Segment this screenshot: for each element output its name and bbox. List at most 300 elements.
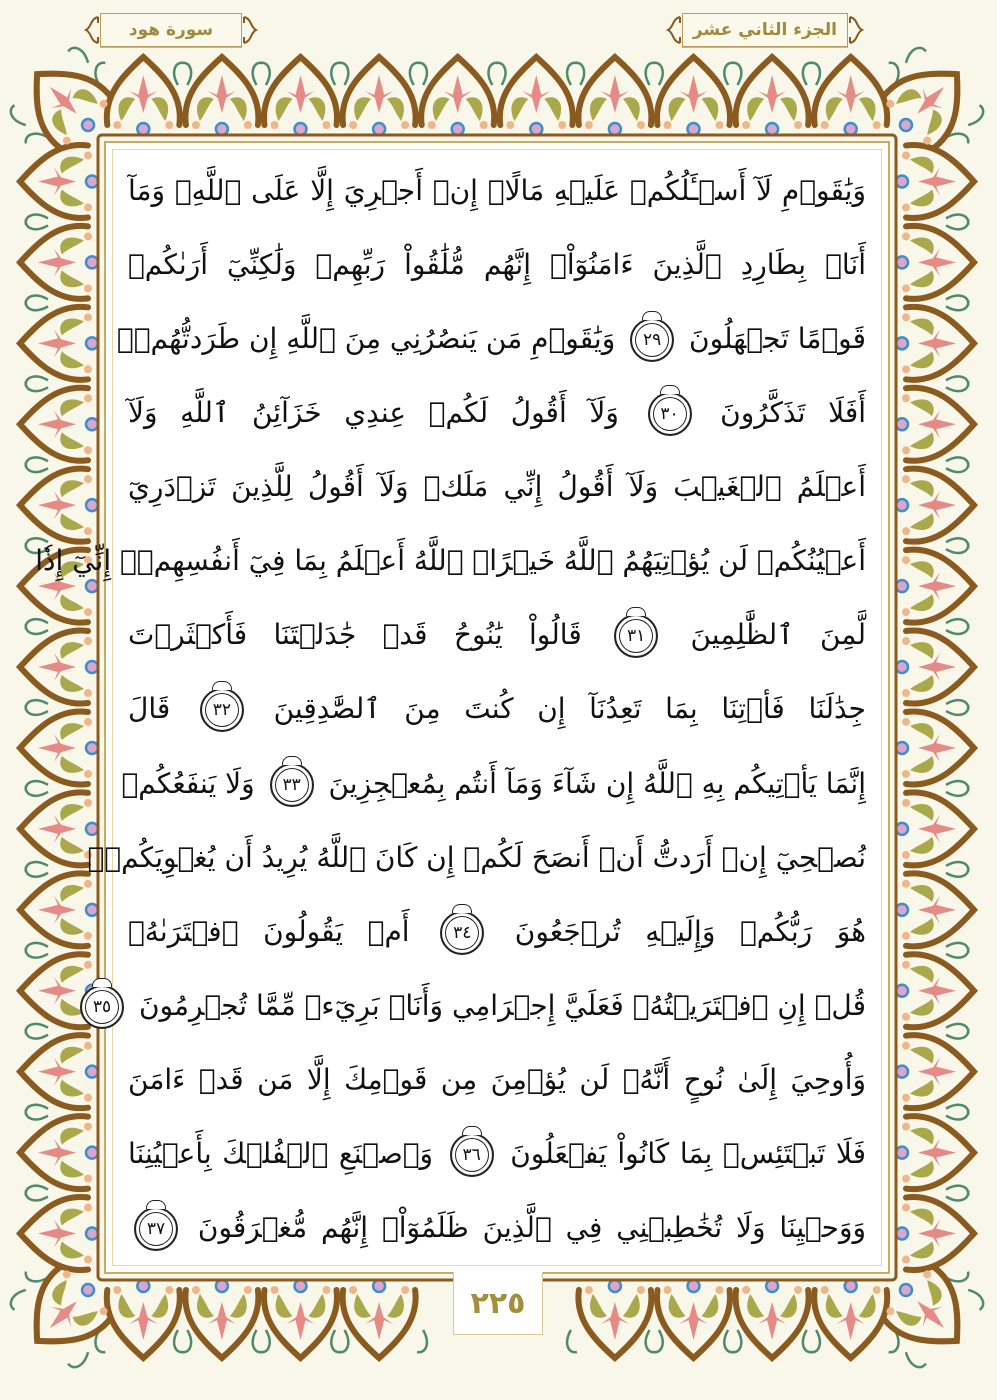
bead — [137, 1280, 149, 1292]
bud — [902, 475, 910, 483]
leaf — [60, 270, 84, 287]
bud — [84, 961, 92, 969]
leaf — [118, 1294, 135, 1318]
ayah-number-marker: ٣٣ — [270, 763, 314, 807]
text-line — [121, 750, 866, 818]
leaf — [466, 97, 483, 121]
petal — [907, 1291, 954, 1338]
bud — [821, 121, 829, 129]
bud — [902, 718, 910, 726]
leaf — [230, 1294, 247, 1318]
bead — [688, 1280, 700, 1292]
bud — [821, 1286, 829, 1294]
verse-text: وَأُوحِيَ إِلَىٰ نُوحٍ أَنَّهُۥ لَن يُؤۡمِنَ مِن قَوۡمِكَ إِلَّا مَن قَدۡ ءَامَنَ — [128, 1062, 866, 1096]
leaf — [910, 642, 934, 659]
bud — [902, 689, 910, 697]
leaf — [60, 1047, 84, 1064]
bead — [86, 337, 98, 349]
cartouche-bracket-left-icon — [666, 15, 682, 45]
leaf — [669, 97, 686, 121]
bud — [902, 961, 910, 969]
text-panel — [35, 141, 890, 1274]
border-motif — [331, 1280, 427, 1358]
bud — [480, 121, 488, 129]
leaf — [151, 1294, 168, 1318]
juz-name-cartouche — [666, 12, 864, 48]
ayah-number-marker: ٣٧ — [134, 1207, 178, 1251]
bead — [896, 823, 908, 835]
petal — [837, 75, 865, 113]
bud — [401, 1286, 409, 1294]
verse-text: وَوَحۡيِنَا وَلَا تُخَٰطِبۡنِي فِي ٱلَّذِينَ ظَلَمُوٓاْۚ إِنَّهُم مُّغۡرَقُونَ — [197, 1210, 866, 1244]
bud — [84, 718, 92, 726]
leaf — [910, 318, 934, 335]
text-line — [35, 527, 866, 595]
bud — [873, 1286, 881, 1294]
bud — [323, 1286, 331, 1294]
petal — [601, 1302, 629, 1340]
petal — [918, 977, 956, 1005]
bud — [637, 1286, 645, 1294]
bud — [84, 232, 92, 240]
bud — [902, 446, 910, 454]
leaf — [60, 1209, 84, 1226]
bead — [845, 1280, 857, 1292]
leaf — [60, 189, 84, 206]
bud — [902, 770, 910, 778]
bead — [845, 123, 857, 135]
petal — [918, 167, 956, 195]
bud — [902, 1175, 910, 1183]
cartouche-bracket-right-icon — [848, 15, 864, 45]
bud — [401, 121, 409, 129]
petal — [38, 167, 76, 195]
bud — [84, 932, 92, 940]
bud — [84, 1256, 92, 1264]
bud — [902, 608, 910, 616]
petal — [365, 1302, 393, 1340]
leaf — [590, 97, 607, 121]
leaf — [354, 97, 371, 121]
leaf — [910, 1161, 934, 1178]
verse-text: هُوَ رَبُّكُمۡ وَإِلَيۡهِ تُرۡجَعُونَ — [514, 914, 866, 948]
leaf — [910, 594, 934, 611]
bud — [902, 799, 910, 807]
leaf — [354, 1294, 371, 1318]
leaf — [894, 1301, 923, 1330]
petal — [38, 653, 76, 681]
bud — [902, 151, 910, 159]
leaf — [826, 1294, 843, 1318]
leaf — [60, 432, 84, 449]
bead — [766, 1280, 778, 1292]
border-motif — [567, 1280, 663, 1358]
petal — [208, 75, 236, 113]
leaf — [276, 1294, 293, 1318]
text-line — [128, 157, 866, 225]
leaf — [511, 97, 528, 121]
ayah-number-marker: ٣٠ — [648, 392, 692, 436]
petal — [680, 75, 708, 113]
bud — [349, 1286, 357, 1294]
leaf — [276, 97, 293, 121]
vine-curl — [903, 44, 986, 127]
vine-curl — [903, 1287, 986, 1370]
leaf — [780, 97, 797, 121]
verse-text: أَفَلَا تَذَكَّرُونَ — [720, 396, 867, 430]
leaf — [60, 238, 84, 255]
leaf — [387, 97, 404, 121]
border-motif — [253, 57, 349, 135]
verse-text: إِنَّمَا يَأۡتِيكُم بِهِ ٱللَّهُ إِن شَآءَ وَمَآ أَنتُم بِمُعۡجِزِينَ — [328, 766, 866, 800]
leaf — [60, 675, 84, 692]
bud — [244, 121, 252, 129]
bud — [664, 1286, 672, 1294]
leaf — [60, 1080, 84, 1097]
border-motif — [724, 57, 820, 135]
bud — [428, 121, 436, 129]
leaf — [780, 1294, 797, 1318]
leaf — [910, 1080, 934, 1097]
bead — [86, 1066, 98, 1078]
text-line — [128, 379, 866, 447]
ayah-number-marker: ٣٢ — [200, 688, 244, 732]
bead — [295, 1280, 307, 1292]
bead — [896, 1066, 908, 1078]
leaf — [747, 97, 764, 121]
petal — [38, 815, 76, 843]
petal — [918, 410, 956, 438]
leaf — [910, 480, 934, 497]
leaf — [910, 157, 934, 174]
leaf — [60, 351, 84, 368]
leaf — [669, 1294, 686, 1318]
verse-text: قَالُواْ يَٰنُوحُ قَدۡ جَٰدَلۡتَنَا فَأَكۡثَرۡتَ — [128, 618, 582, 652]
leaf — [910, 837, 934, 854]
bud — [902, 1013, 910, 1021]
bud — [84, 284, 92, 292]
petal — [918, 1139, 956, 1167]
bud — [902, 284, 910, 292]
leaf — [702, 97, 719, 121]
border-motif — [489, 57, 585, 135]
bud — [902, 556, 910, 564]
border-motif — [174, 57, 270, 135]
juz-name: الجزء الثاني عشر — [682, 13, 848, 47]
leaf — [60, 1128, 84, 1145]
bud — [113, 1286, 121, 1294]
leaf — [60, 594, 84, 611]
text-line — [92, 972, 866, 1040]
verse-text: أَعۡيُنُكُمۡ لَن يُؤۡتِيَهُمُ ٱللَّهُ خَيۡرًاۖ ٱللَّهُ أَعۡلَمُ بِمَا فِيٓ أَنفُسِهِمۡۖ إِنِّيٓ إِذٗا — [35, 544, 866, 578]
bead — [896, 418, 908, 430]
leaf — [910, 966, 934, 983]
bud — [84, 446, 92, 454]
leaf — [151, 97, 168, 121]
petal — [918, 896, 956, 924]
verse-text: جِدَٰلَنَا فَأۡتِنَا بِمَا تَعِدُنَآ إِن كُنتَ مِنَ ٱلصَّٰدِقِينَ — [273, 692, 866, 726]
bud — [902, 527, 910, 535]
leaf — [60, 157, 84, 174]
verse-text: فَلَا تَبۡتَئِسۡ بِمَا كَانُواْ يَفۡعَلُونَ — [510, 1136, 867, 1170]
verse-text: قُلۡ إِنِ ٱفۡتَرَيۡتُهُۥ فَعَلَيَّ إِجۡرَامِي وَأَنَا۠ بَرِيٓءٞ مِّمَّا تُجۡرِمُونَ — [138, 988, 866, 1022]
leaf — [917, 108, 946, 137]
bud — [902, 932, 910, 940]
leaf — [826, 97, 843, 121]
bud — [84, 365, 92, 373]
leaf — [910, 399, 934, 416]
bud — [637, 121, 645, 129]
bud — [716, 1286, 724, 1294]
bead — [766, 123, 778, 135]
bud — [873, 121, 881, 129]
bead — [295, 123, 307, 135]
leaf — [60, 918, 84, 935]
leaf — [590, 1294, 607, 1318]
leaf — [859, 97, 876, 121]
surah-name-cartouche — [84, 12, 258, 48]
text-line — [128, 1194, 866, 1262]
bud — [742, 1286, 750, 1294]
bead — [86, 1147, 98, 1159]
petal — [680, 1302, 708, 1340]
leaf — [48, 108, 77, 137]
verse-text: أَمۡ يَقُولُونَ ٱفۡتَرَىٰهُۖ — [128, 914, 410, 948]
bead — [609, 123, 621, 135]
bud — [84, 1175, 92, 1183]
verse-text: وَٱصۡنَعِ ٱلۡفُلۡكَ بِأَعۡيُنِنَا — [128, 1136, 434, 1170]
petal — [918, 734, 956, 762]
bead — [452, 123, 464, 135]
petal — [40, 1291, 87, 1338]
verse-text: وَلَا يَنفَعُكُمۡ — [121, 766, 255, 800]
bead — [896, 499, 908, 511]
bead — [86, 499, 98, 511]
bead — [609, 1280, 621, 1292]
bead — [86, 1228, 98, 1240]
leaf — [71, 1301, 100, 1330]
bead — [896, 337, 908, 349]
leaf — [910, 1128, 934, 1145]
bud — [716, 121, 724, 129]
bud — [902, 851, 910, 859]
bud — [902, 1042, 910, 1050]
petal — [918, 248, 956, 276]
petal — [38, 734, 76, 762]
petal — [38, 1220, 76, 1248]
border-motif — [646, 57, 742, 135]
bud — [84, 313, 92, 321]
bead — [80, 1281, 97, 1298]
leaf — [910, 1242, 934, 1259]
leaf — [48, 1278, 77, 1307]
cartouche-bracket-left-icon — [84, 15, 100, 45]
bead — [530, 123, 542, 135]
text-line — [128, 898, 866, 966]
petal — [38, 410, 76, 438]
leaf — [197, 1294, 214, 1318]
bud — [84, 608, 92, 616]
bud — [165, 1286, 173, 1294]
leaf — [910, 189, 934, 206]
bud — [902, 637, 910, 645]
text-line — [87, 824, 866, 892]
leaf — [910, 351, 934, 368]
leaf — [60, 399, 84, 416]
verse-text: أَعۡلَمُ ٱلۡغَيۡبَ وَلَآ أَقُولُ إِنِّي مَلَكٞ وَلَآ أَقُولُ لِلَّذِينَ تَزۡدَرِيٓ — [128, 470, 866, 504]
leaf — [910, 1047, 934, 1064]
petal — [38, 1058, 76, 1086]
bud — [84, 689, 92, 697]
leaf — [118, 97, 135, 121]
petal — [129, 75, 157, 113]
verse-text: وَيَٰقَوۡمِ مَن يَنصُرُنِي مِنَ ٱللَّهِ إِن طَرَدتُّهُمۡۚ — [116, 322, 616, 356]
leaf — [623, 97, 640, 121]
bud — [902, 232, 910, 240]
vine-curl — [7, 1287, 90, 1370]
text-line — [128, 1120, 866, 1188]
leaf — [60, 837, 84, 854]
leaf — [910, 513, 934, 530]
bud — [506, 121, 514, 129]
page-number: ٢٢٥ — [453, 1272, 543, 1335]
bud — [84, 475, 92, 483]
text-line — [116, 305, 866, 373]
text-line — [128, 453, 866, 521]
border-motif — [724, 1280, 820, 1358]
bud — [84, 1094, 92, 1102]
border-motif — [646, 1280, 742, 1358]
leaf — [197, 97, 214, 121]
border-motif — [174, 1280, 270, 1358]
bead — [137, 123, 149, 135]
border-motif — [253, 1280, 349, 1358]
petal — [287, 1302, 315, 1340]
petal — [918, 572, 956, 600]
leaf — [910, 804, 934, 821]
leaf — [910, 270, 934, 287]
bead — [896, 256, 908, 268]
leaf — [917, 1278, 946, 1307]
leaf — [747, 1294, 764, 1318]
leaf — [910, 675, 934, 692]
verse-text: أَنَا۠ بِطَارِدِ ٱلَّذِينَ ءَامَنُوٓاْۚ إِنَّهُم مُّلَٰقُواْ رَبِّهِمۡ وَلَٰكِنِّيٓ أَرَىٰكُمۡ — [128, 248, 866, 282]
petal — [837, 1302, 865, 1340]
leaf — [230, 97, 247, 121]
ayah-number-marker: ٣٥ — [80, 985, 124, 1029]
leaf — [60, 885, 84, 902]
leaf — [309, 1294, 326, 1318]
bud — [84, 151, 92, 159]
surah-name: سورة هود — [100, 13, 242, 47]
bud — [585, 1286, 593, 1294]
bead — [216, 123, 228, 135]
petal — [918, 653, 956, 681]
verse-text: قَوۡمًا تَجۡهَلُونَ — [689, 322, 866, 356]
leaf — [702, 1294, 719, 1318]
leaf — [60, 318, 84, 335]
bead — [373, 123, 385, 135]
bead — [86, 661, 98, 673]
bud — [664, 121, 672, 129]
petal — [38, 977, 76, 1005]
petal — [522, 75, 550, 113]
leaf — [623, 1294, 640, 1318]
ayah-number-marker: ٢٩ — [630, 318, 674, 362]
text-line — [128, 675, 866, 743]
bead — [216, 1280, 228, 1292]
bead — [86, 418, 98, 430]
bead — [897, 1281, 914, 1298]
bud — [84, 1042, 92, 1050]
bead — [896, 175, 908, 187]
bud — [84, 1204, 92, 1212]
leaf — [910, 561, 934, 578]
leaf — [60, 1242, 84, 1259]
ayah-number-marker: ٣٤ — [440, 911, 484, 955]
petal — [38, 491, 76, 519]
bud — [902, 203, 910, 211]
bud — [742, 121, 750, 129]
bud — [192, 1286, 200, 1294]
bud — [902, 1094, 910, 1102]
petal — [907, 77, 954, 124]
bud — [794, 1286, 802, 1294]
leaf — [910, 999, 934, 1016]
leaf — [910, 432, 934, 449]
petal — [38, 329, 76, 357]
petal — [918, 1058, 956, 1086]
petal — [40, 77, 87, 124]
bud — [271, 1286, 279, 1294]
bud — [558, 121, 566, 129]
bud — [84, 637, 92, 645]
petal — [38, 1139, 76, 1167]
verse-text: وَلَآ أَقُولُ لَكُمۡ عِندِي خَزَآئِنُ ٱللَّهِ وَلَآ — [128, 396, 619, 430]
verse-text: قَالَ — [128, 692, 171, 726]
bead — [896, 580, 908, 592]
bead — [896, 1147, 908, 1159]
leaf — [60, 723, 84, 740]
leaf — [71, 85, 100, 114]
leaf — [60, 756, 84, 773]
bud — [349, 121, 357, 129]
petal — [287, 75, 315, 113]
bud — [585, 121, 593, 129]
bud — [902, 880, 910, 888]
verse-text: وَيَٰقَوۡمِ لَآ أَسۡـَٔلُكُمۡ عَلَيۡهِ مَالًاۖ إِنۡ أَجۡرِيَ إِلَّا عَلَى ٱللَّهِۚ وَمَآ — [128, 174, 866, 207]
text-line — [128, 1046, 866, 1114]
bead — [897, 117, 914, 134]
border-motif — [331, 57, 427, 135]
leaf — [894, 85, 923, 114]
leaf — [910, 238, 934, 255]
bead — [373, 1280, 385, 1292]
bud — [244, 1286, 252, 1294]
bud — [323, 121, 331, 129]
petal — [38, 896, 76, 924]
bud — [84, 1123, 92, 1131]
petal — [918, 491, 956, 519]
bead — [688, 123, 700, 135]
bud — [113, 121, 121, 129]
bud — [84, 770, 92, 778]
leaf — [60, 480, 84, 497]
petal — [918, 1220, 956, 1248]
bud — [271, 121, 279, 129]
verse-text: لَّمِنَ ٱلظَّٰلِمِينَ — [690, 618, 866, 652]
petal — [758, 1302, 786, 1340]
